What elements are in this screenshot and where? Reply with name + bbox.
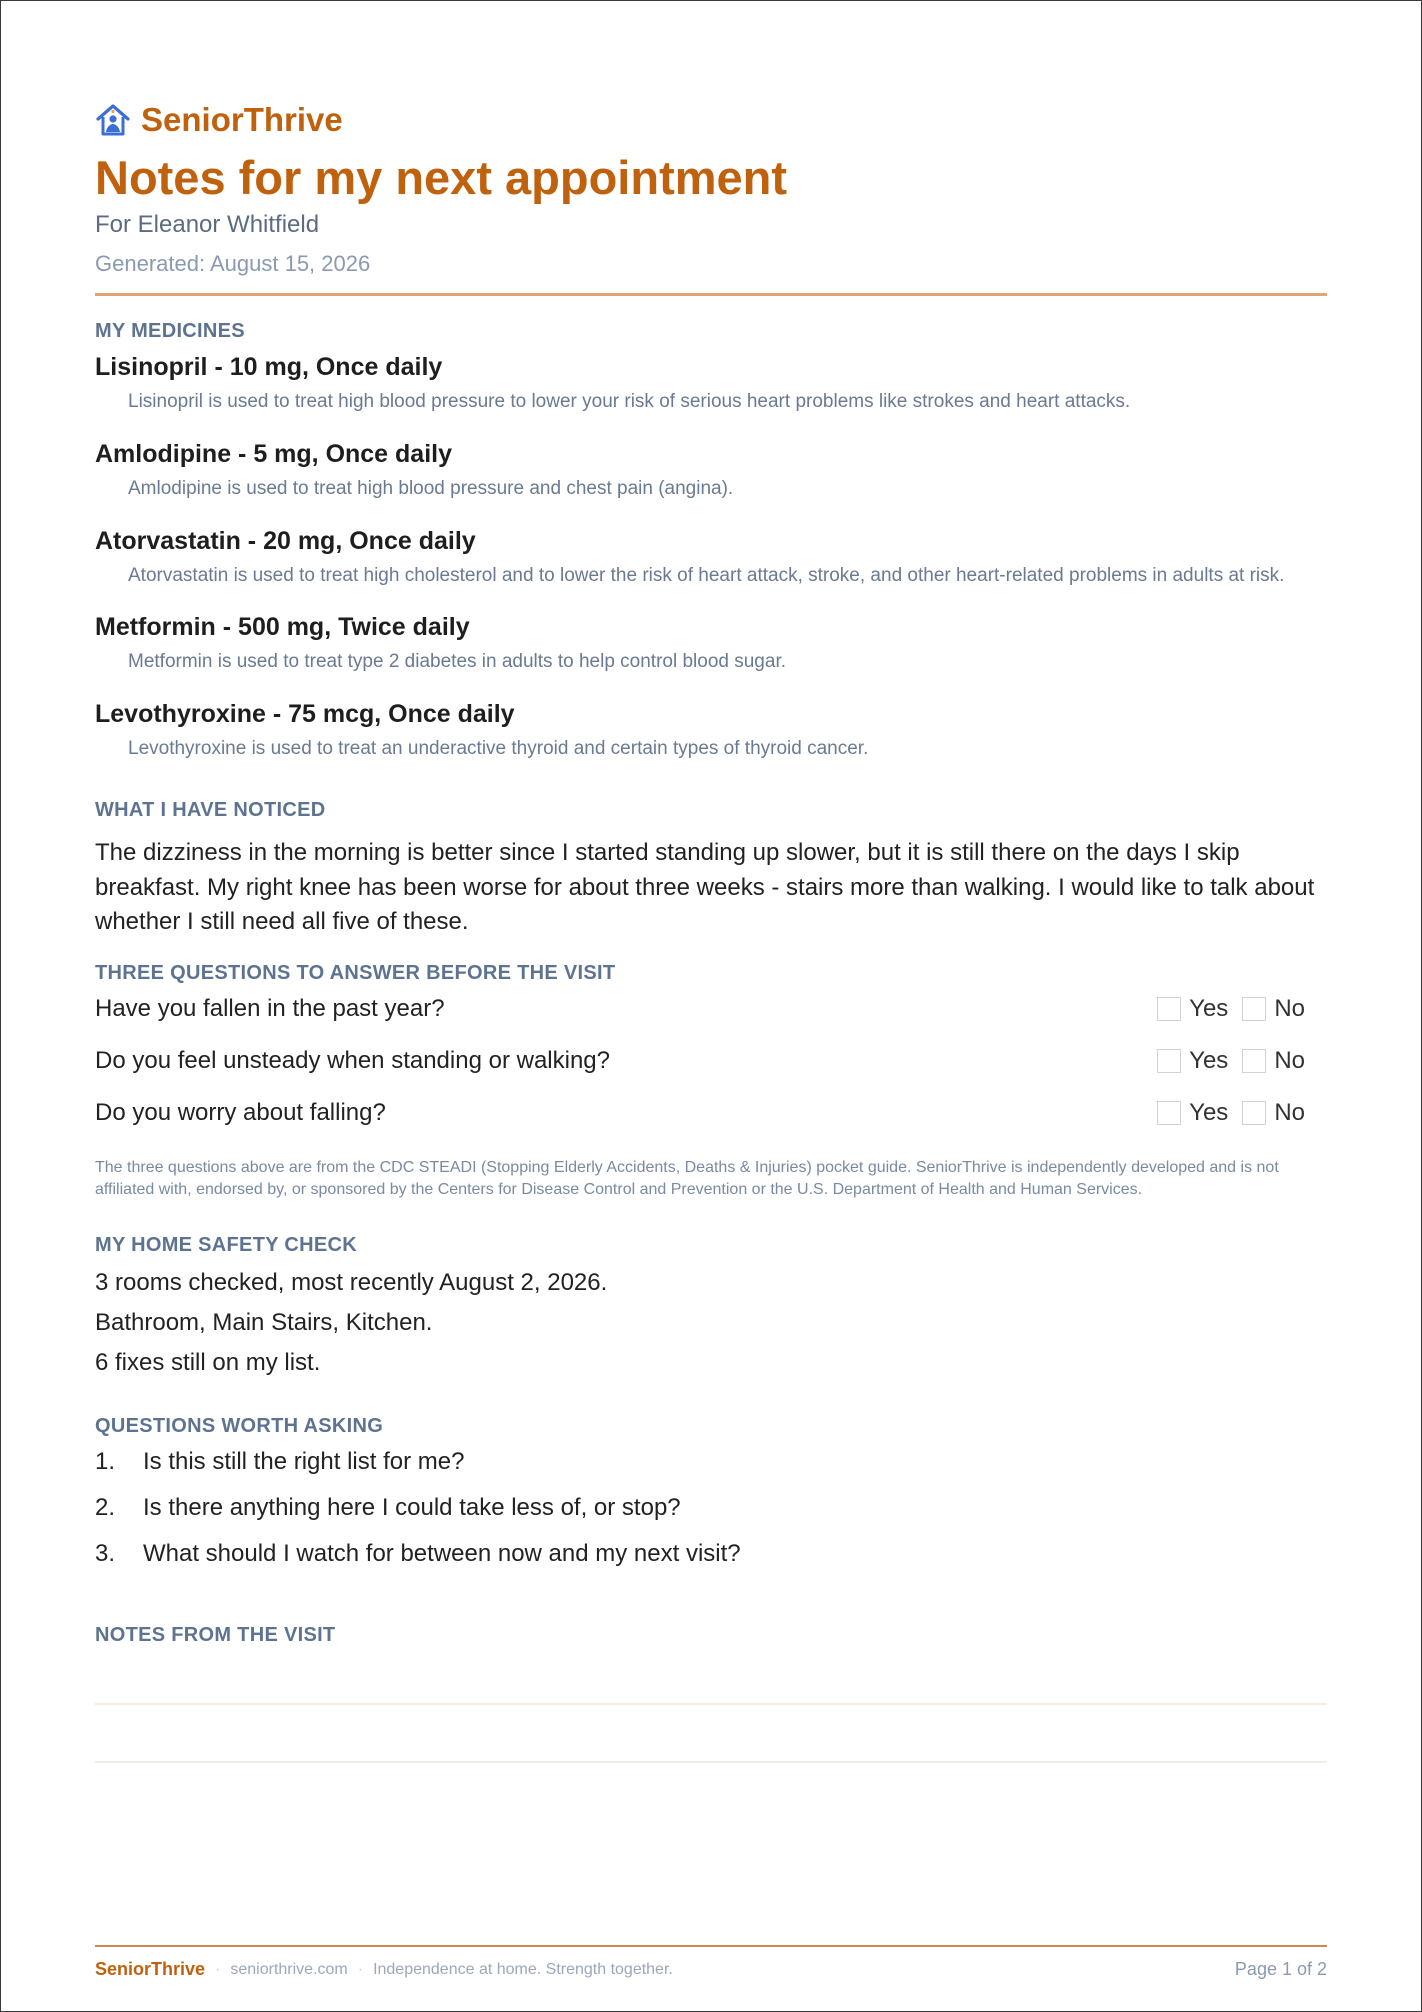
medicines-list — [95, 353, 1327, 761]
medicines-section-label: MY MEDICINES — [95, 320, 245, 343]
home-safety-section-label: MY HOME SAFETY CHECK — [95, 1234, 357, 1257]
steadi-disclaimer: The three questions above are from the CDC STEADI (Stopping Elderly Accidents, Deaths & Injuries) pocket guide. SeniorThrive is independently developed and is not affiliated with, endorsed by, or sponsored by the Centers for Disease Control and Prevention or the U.S. Department of Health and Human Services. — [95, 1159, 1279, 1198]
list-item — [95, 1540, 1327, 1568]
footer-left — [95, 1959, 673, 1980]
yes-checkbox[interactable] — [1157, 1101, 1181, 1125]
no-label: No — [1274, 995, 1305, 1023]
generated-date: Generated: August 15, 2026 — [95, 251, 371, 277]
medicine-description: Metformin is used to treat type 2 diabetes in adults to help control blood sugar. — [128, 651, 786, 673]
no-label: No — [1274, 1099, 1305, 1127]
answer-options — [1157, 995, 1327, 1023]
house-person-icon — [95, 102, 131, 138]
footer-separator: · — [357, 1960, 364, 1978]
list-text: Is this still the right list for me? — [143, 1448, 465, 1476]
note-writing-line — [95, 1761, 1327, 1763]
yes-option[interactable] — [1157, 995, 1228, 1023]
medicine-item — [95, 353, 1327, 414]
yes-option[interactable] — [1157, 1099, 1228, 1127]
list-item — [95, 1448, 1327, 1476]
question-text: Do you worry about falling? — [95, 1099, 386, 1127]
page-footer — [95, 1945, 1327, 1980]
page-number: Page 1 of 2 — [1234, 1959, 1327, 1979]
brand-name: SeniorThrive — [141, 101, 343, 138]
page-title: Notes for my next appointment — [95, 151, 788, 204]
medicine-description: Lisinopril is used to treat high blood pressure to lower your risk of serious heart problems like strokes and heart attacks. — [128, 391, 1131, 413]
medicine-item — [95, 527, 1327, 588]
list-text: What should I watch for between now and my next visit? — [143, 1540, 741, 1568]
medicine-title: Levothyroxine - 75 mcg, Once daily — [95, 700, 515, 729]
list-number: 1. — [95, 1448, 116, 1476]
list-item — [95, 1494, 1327, 1522]
medicine-item — [95, 613, 1327, 674]
no-option[interactable] — [1242, 1099, 1305, 1127]
questions-section-label: THREE QUESTIONS TO ANSWER BEFORE THE VISIT — [95, 962, 616, 985]
question-text: Do you feel unsteady when standing or walking? — [95, 1047, 610, 1075]
no-option[interactable] — [1242, 1047, 1305, 1075]
answer-options — [1157, 1047, 1327, 1075]
list-text: Is there anything here I could take less of, or stop? — [143, 1494, 681, 1522]
answer-options — [1157, 1099, 1327, 1127]
yes-label: Yes — [1189, 995, 1229, 1023]
note-writing-line — [95, 1703, 1327, 1705]
yes-label: Yes — [1189, 1099, 1229, 1127]
noticed-text: The dizziness in the morning is better since I started standing up slower, but it is still there on the days I skip breakfast. My right knee has been worse for about three weeks - stairs more than walking. I would like to talk about whether I still need all five of these. — [95, 838, 1315, 936]
list-number: 2. — [95, 1494, 116, 1522]
brand-header — [95, 99, 1327, 141]
medicine-description: Amlodipine is used to treat high blood pressure and chest pain (angina). — [128, 477, 734, 499]
footer-separator: · — [215, 1960, 221, 1978]
no-option[interactable] — [1242, 995, 1305, 1023]
patient-name-line: For Eleanor Whitfield — [95, 211, 320, 239]
worth-asking-section-label: QUESTIONS WORTH ASKING — [95, 1415, 384, 1438]
yes-checkbox[interactable] — [1157, 997, 1181, 1021]
home-safety-line: Bathroom, Main Stairs, Kitchen. — [95, 1309, 433, 1337]
questions-list — [95, 991, 1327, 1131]
no-label: No — [1274, 1047, 1305, 1075]
medicine-item — [95, 440, 1327, 501]
no-checkbox[interactable] — [1242, 1049, 1266, 1073]
noticed-section-label: WHAT I HAVE NOTICED — [95, 798, 326, 821]
yes-label: Yes — [1189, 1047, 1229, 1075]
yes-option[interactable] — [1157, 1047, 1228, 1075]
footer-brand: SeniorThrive — [95, 1959, 206, 1979]
medicine-item — [95, 700, 1327, 761]
footer-site-link[interactable]: seniorthrive.com — [230, 1960, 348, 1978]
page-content — [95, 99, 1327, 1763]
question-row — [95, 1095, 1327, 1131]
medicine-title: Amlodipine - 5 mg, Once daily — [95, 439, 453, 468]
no-checkbox[interactable] — [1242, 1101, 1266, 1125]
question-row — [95, 1043, 1327, 1079]
header-divider — [95, 293, 1327, 296]
question-row — [95, 991, 1327, 1027]
question-text: Have you fallen in the past year? — [95, 995, 445, 1023]
medicine-title: Lisinopril - 10 mg, Once daily — [95, 353, 443, 382]
no-checkbox[interactable] — [1242, 997, 1266, 1021]
medicine-title: Metformin - 500 mg, Twice daily — [95, 613, 470, 642]
yes-checkbox[interactable] — [1157, 1049, 1181, 1073]
medicine-description: Atorvastatin is used to treat high cholesterol and to lower the risk of heart attack, stroke, and other heart-related problems in adults at risk. — [128, 564, 1285, 586]
footer-tagline: Independence at home. Strength together. — [373, 1960, 673, 1978]
list-number: 3. — [95, 1540, 116, 1568]
visit-notes-section-label: NOTES FROM THE VISIT — [95, 1624, 336, 1647]
medicine-title: Atorvastatin - 20 mg, Once daily — [95, 526, 476, 555]
home-safety-line: 6 fixes still on my list. — [95, 1349, 321, 1377]
medicine-description: Levothyroxine is used to treat an underactive thyroid and certain types of thyroid cancer. — [128, 738, 869, 760]
home-safety-line: 3 rooms checked, most recently August 2, 2026. — [95, 1269, 608, 1297]
worth-asking-list — [95, 1448, 1327, 1568]
